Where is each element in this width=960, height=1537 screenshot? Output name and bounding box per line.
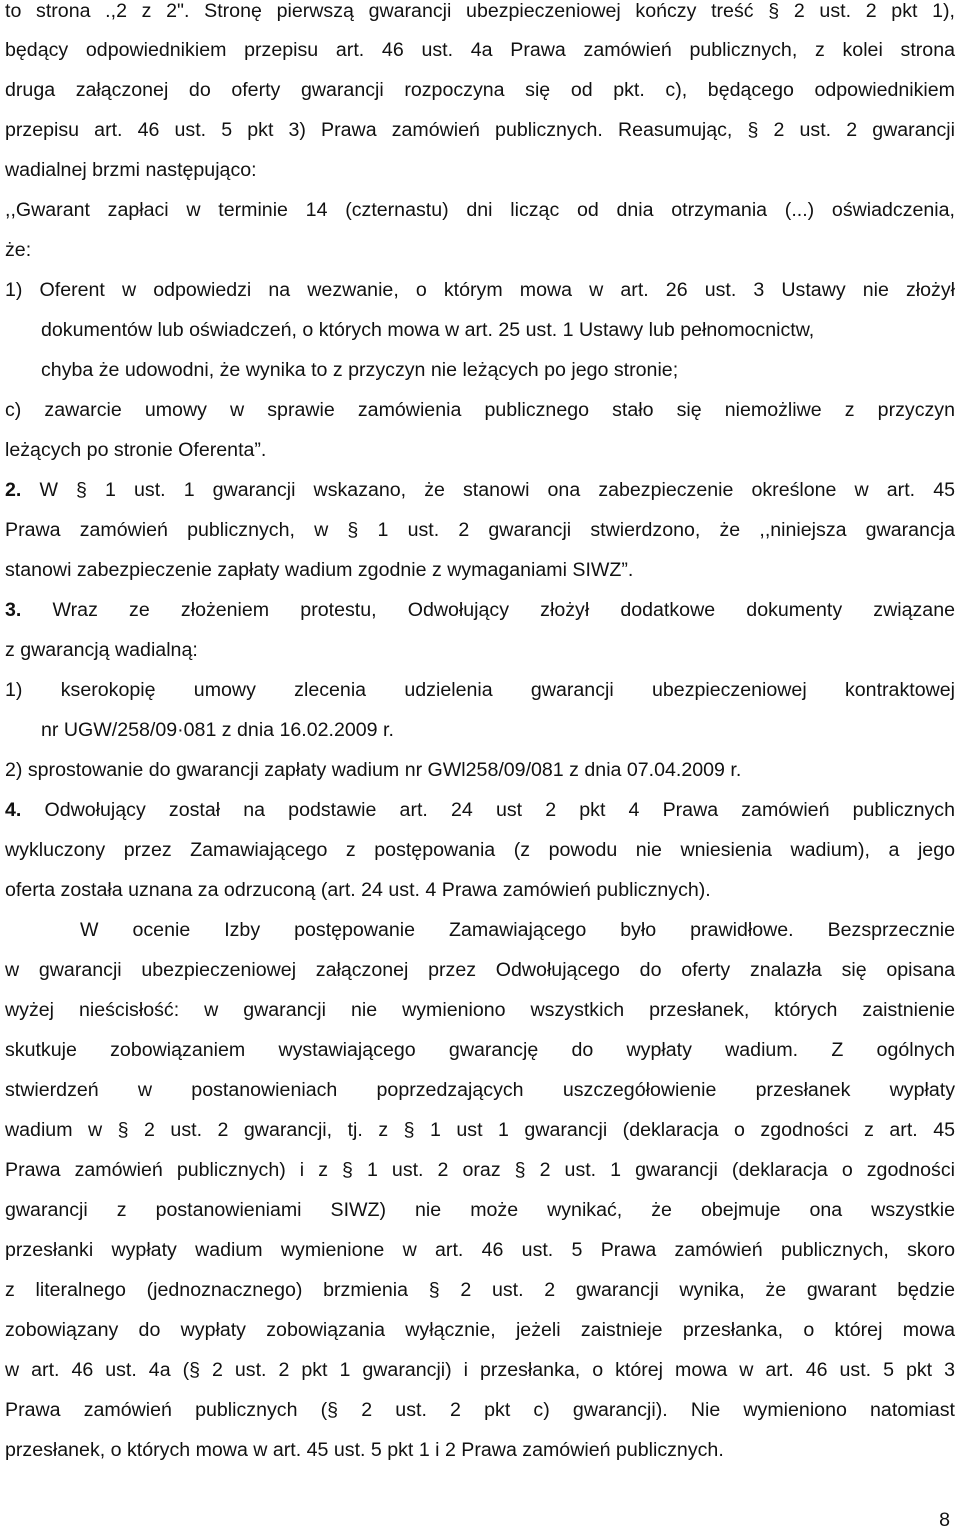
text-line (5, 0, 955, 31)
line-text: W § 1 ust. 1 gwarancji wskazano, że stanowi ona zabezpieczenie określone w art. 45 (21, 479, 955, 501)
line-text: gwarancji z postanowieniami SIWZ) nie może wynikać, że obejmuje ona wszystkie (5, 1199, 955, 1221)
line-text: stwierdzeń w postanowieniach poprzedzających uszczegółowienie przesłanek wypłaty (5, 1079, 955, 1101)
text-line (5, 1030, 955, 1070)
text-line (5, 1310, 955, 1350)
text-line (5, 630, 955, 670)
line-text: chyba że udowodni, że wynika to z przyczyn nie leżących po jego stronie; (41, 359, 679, 381)
line-text: przepisu art. 46 ust. 5 pkt 3) Prawa zamówień publicznych. Reasumując, § 2 ust. 2 gwarancji (5, 119, 955, 141)
text-line (5, 190, 955, 230)
section-number: 4. (5, 799, 22, 821)
line-text: Prawa zamówień publicznych, w § 1 ust. 2 gwarancji stwierdzono, że ,,niniejsza gwarancja (5, 519, 955, 541)
line-text: 1) kserokopię umowy zlecenia udzielenia gwarancji ubezpieczeniowej kontraktowej (5, 679, 955, 701)
text-line (5, 590, 955, 630)
line-text: będący odpowiednikiem przepisu art. 46 ust. 4a Prawa zamówień publicznych, z kolei strona (5, 39, 955, 61)
text-line (5, 950, 955, 990)
section-number: 2. (5, 479, 22, 501)
line-text: nr UGW/258/09·081 z dnia 16.02.2009 r. (41, 719, 394, 741)
text-line (5, 1350, 955, 1390)
page-number: 8 (939, 1509, 950, 1531)
line-text: W ocenie Izby postępowanie Zamawiającego było prawidłowe. Bezsprzecznie (80, 919, 955, 941)
line-text: z gwarancją wadialną: (5, 639, 198, 661)
line-text: przesłanek, o których mowa w art. 45 ust. 5 pkt 1 i 2 Prawa zamówień publicznych. (5, 1439, 724, 1461)
line-text: w gwarancji ubezpieczeniowej załączonej przez Odwołującego do oferty znalazła się opisana (5, 959, 955, 981)
text-line (5, 1230, 955, 1270)
line-text: Prawa zamówień publicznych (§ 2 ust. 2 pkt c) gwarancji). Nie wymieniono natomiast (5, 1399, 955, 1421)
line-text: wadialnej brzmi następująco: (5, 159, 257, 181)
line-text: druga załączonej do oferty gwarancji rozpoczyna się od pkt. c), będącego odpowiednikiem (5, 79, 955, 101)
text-line (5, 230, 955, 270)
line-text: skutkuje zobowiązaniem wystawiającego gwarancję do wypłaty wadium. Z ogólnych (5, 1039, 955, 1061)
text-line (41, 710, 955, 750)
text-line (5, 1070, 955, 1110)
line-text: wykluczony przez Zamawiającego z postępowania (z powodu nie wniesienia wadium), a jego (5, 839, 955, 861)
text-line (5, 510, 955, 550)
line-text: ,,Gwarant zapłaci w terminie 14 (czternastu) dni licząc od dnia otrzymania (...) oświadczenia, (5, 199, 955, 221)
text-line (5, 1390, 955, 1430)
line-text: Odwołujący został na podstawie art. 24 ust 2 pkt 4 Prawa zamówień publicznych (21, 799, 955, 821)
text-line (5, 1110, 955, 1150)
line-text: Prawa zamówień publicznych) i z § 1 ust. 2 oraz § 2 ust. 1 gwarancji (deklaracja o zgodności (5, 1159, 955, 1181)
line-text: z literalnego (jednoznacznego) brzmienia § 2 ust. 2 gwarancji wynika, że gwarant będzie (5, 1279, 955, 1301)
text-line (5, 830, 955, 870)
text-line (5, 30, 955, 70)
line-text: to strona .,2 z 2". Stronę pierwszą gwarancji ubezpieczeniowej kończy treść § 2 ust. 2 pkt 1), (5, 0, 955, 22)
line-text: że: (5, 239, 32, 261)
line-text: c) zawarcie umowy w sprawie zamówienia publicznego stało się niemożliwe z przyczyn (5, 399, 955, 421)
line-text: wadium w § 2 ust. 2 gwarancji, tj. z § 1 ust 1 gwarancji (deklaracja o zgodności z art. 45 (5, 1119, 955, 1141)
line-text: wyżej nieścisłość: w gwarancji nie wymieniono wszystkich przesłanek, których zaistnienie (5, 999, 955, 1021)
text-line (5, 1430, 955, 1470)
text-line (5, 1190, 955, 1230)
text-line (41, 350, 955, 390)
section-number: 3. (5, 599, 22, 621)
line-text: dokumentów lub oświadczeń, o których mowa w art. 25 ust. 1 Ustawy lub pełnomocnictw, (41, 319, 815, 341)
line-text: w art. 46 ust. 4a (§ 2 ust. 2 pkt 1 gwarancji) i przesłanka, o której mowa w art. 46 ust. 5 pkt 3 (5, 1359, 955, 1381)
line-text: 2) sprostowanie do gwarancji zapłaty wadium nr GWl258/09/081 z dnia 07.04.2009 r. (5, 759, 742, 781)
text-line (5, 110, 955, 150)
text-line (5, 390, 955, 430)
text-line (5, 1270, 955, 1310)
text-line (5, 270, 955, 310)
line-text: leżących po stronie Oferenta”. (5, 439, 267, 461)
text-line (80, 910, 955, 950)
text-line (5, 790, 955, 830)
text-line (5, 750, 955, 790)
line-text: 1) Oferent w odpowiedzi na wezwanie, o którym mowa w art. 26 ust. 3 Ustawy nie złożył (5, 279, 955, 301)
text-line (5, 990, 955, 1030)
text-line (5, 470, 955, 510)
text-line (5, 70, 955, 110)
line-text: zobowiązany do wypłaty zobowiązania wyłącznie, jeżeli zaistnieje przesłanka, o której mowa (5, 1319, 955, 1341)
text-line (41, 310, 955, 350)
line-text: przesłanki wypłaty wadium wymienione w art. 46 ust. 5 Prawa zamówień publicznych, skoro (5, 1239, 955, 1261)
text-line (5, 1150, 955, 1190)
text-line (5, 550, 955, 590)
text-line (5, 430, 955, 470)
text-line (5, 670, 955, 710)
text-line (5, 870, 955, 910)
line-text: stanowi zabezpieczenie zapłaty wadium zgodnie z wymaganiami SIWZ”. (5, 559, 634, 581)
line-text: oferta została uznana za odrzuconą (art. 24 ust. 4 Prawa zamówień publicznych). (5, 879, 711, 901)
text-line (5, 150, 955, 190)
line-text: Wraz ze złożeniem protestu, Odwołujący złożył dodatkowe dokumenty związane (21, 599, 955, 621)
